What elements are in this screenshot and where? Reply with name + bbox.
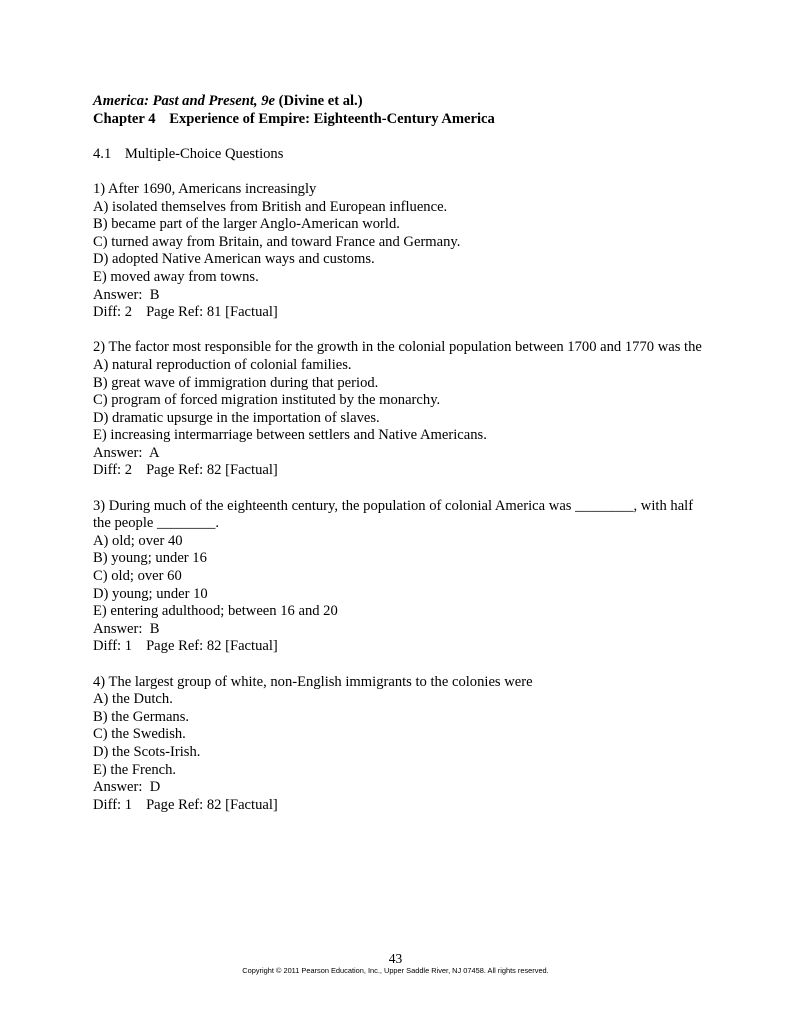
difficulty-line bbox=[93, 797, 713, 815]
answer-option: E) increasing intermarriage between settlers and Native Americans. bbox=[93, 427, 487, 444]
page-reference: Page Ref: 82 [Factual] bbox=[146, 638, 278, 655]
chapter-number: Chapter 4 bbox=[93, 110, 156, 127]
answer-option: B) great wave of immigration during that period. bbox=[93, 374, 379, 391]
difficulty-line bbox=[93, 638, 713, 656]
answer-option: C) program of forced migration instituted by the monarchy. bbox=[93, 392, 441, 409]
page-reference: Page Ref: 82 [Factual] bbox=[146, 796, 278, 813]
answer-option: C) the Swedish. bbox=[93, 726, 186, 743]
question-stem: 4) The largest group of white, non-English immigrants to the colonies were bbox=[93, 673, 533, 690]
answer-option: D) adopted Native American ways and customs. bbox=[93, 251, 375, 268]
answer-option: D) dramatic upsurge in the importation of slaves. bbox=[93, 409, 380, 426]
answer-option: B) young; under 16 bbox=[93, 550, 207, 567]
book-title: America: Past and Present, 9e bbox=[93, 93, 276, 109]
spacer bbox=[93, 322, 713, 340]
answer-option: D) the Scots-Irish. bbox=[93, 743, 201, 760]
question-block bbox=[93, 656, 713, 814]
spacer bbox=[93, 480, 713, 498]
answer-option: B) became part of the larger Anglo-American world. bbox=[93, 216, 400, 233]
spacer bbox=[93, 128, 713, 146]
question-block bbox=[93, 163, 713, 321]
chapter-title: Experience of Empire: Eighteenth-Century America bbox=[169, 110, 495, 127]
answer-option: A) natural reproduction of colonial families. bbox=[93, 356, 352, 373]
answer-key: Answer: B bbox=[93, 286, 160, 303]
page-reference: Page Ref: 81 [Factual] bbox=[146, 304, 278, 321]
question-block bbox=[93, 322, 713, 480]
spacer bbox=[93, 656, 713, 674]
difficulty: Diff: 2 bbox=[93, 304, 133, 321]
answer-key: Answer: A bbox=[93, 444, 160, 461]
section-heading bbox=[93, 146, 713, 164]
answer-option: A) isolated themselves from British and European influence. bbox=[93, 198, 448, 215]
difficulty: Diff: 1 bbox=[93, 638, 133, 655]
answer-option: C) turned away from Britain, and toward France and Germany. bbox=[93, 233, 461, 250]
answer-option: C) old; over 60 bbox=[93, 568, 182, 585]
chapter-header bbox=[93, 111, 713, 129]
page-number: 43 bbox=[388, 951, 403, 966]
question-block bbox=[93, 480, 713, 656]
answer-key: Answer: B bbox=[93, 620, 160, 637]
difficulty-line bbox=[93, 462, 713, 480]
question-stem: 1) After 1690, Americans increasingly bbox=[93, 180, 317, 197]
answer-option: E) entering adulthood; between 16 and 20 bbox=[93, 603, 338, 620]
answer-option: D) young; under 10 bbox=[93, 585, 208, 602]
section-title: Multiple-Choice Questions bbox=[124, 145, 284, 162]
document-page bbox=[93, 93, 713, 814]
answer-option: E) the French. bbox=[93, 761, 177, 778]
book-header bbox=[93, 93, 713, 111]
question-stem: 2) The factor most responsible for the growth in the colonial population between 1700 and 1770 was the bbox=[93, 339, 702, 356]
section-number: 4.1 bbox=[93, 145, 112, 162]
copyright-notice: Copyright © 2011 Pearson Education, Inc., Upper Saddle River, NJ 07458. All rights reserved. bbox=[242, 966, 549, 975]
spacer bbox=[93, 163, 713, 181]
difficulty-line bbox=[93, 304, 713, 322]
difficulty: Diff: 1 bbox=[93, 796, 133, 813]
answer-option: A) old; over 40 bbox=[93, 532, 183, 549]
answer-option: E) moved away from towns. bbox=[93, 268, 259, 285]
book-authors: (Divine et al.) bbox=[278, 93, 363, 109]
answer-key: Answer: D bbox=[93, 779, 161, 796]
question-list bbox=[93, 163, 713, 814]
answer-option: B) the Germans. bbox=[93, 708, 190, 725]
answer-option: A) the Dutch. bbox=[93, 691, 173, 708]
page-reference: Page Ref: 82 [Factual] bbox=[146, 462, 278, 479]
question-stem: 3) During much of the eighteenth century, the population of colonial America was ________, with half the people ________. bbox=[93, 497, 697, 532]
difficulty: Diff: 2 bbox=[93, 462, 133, 479]
